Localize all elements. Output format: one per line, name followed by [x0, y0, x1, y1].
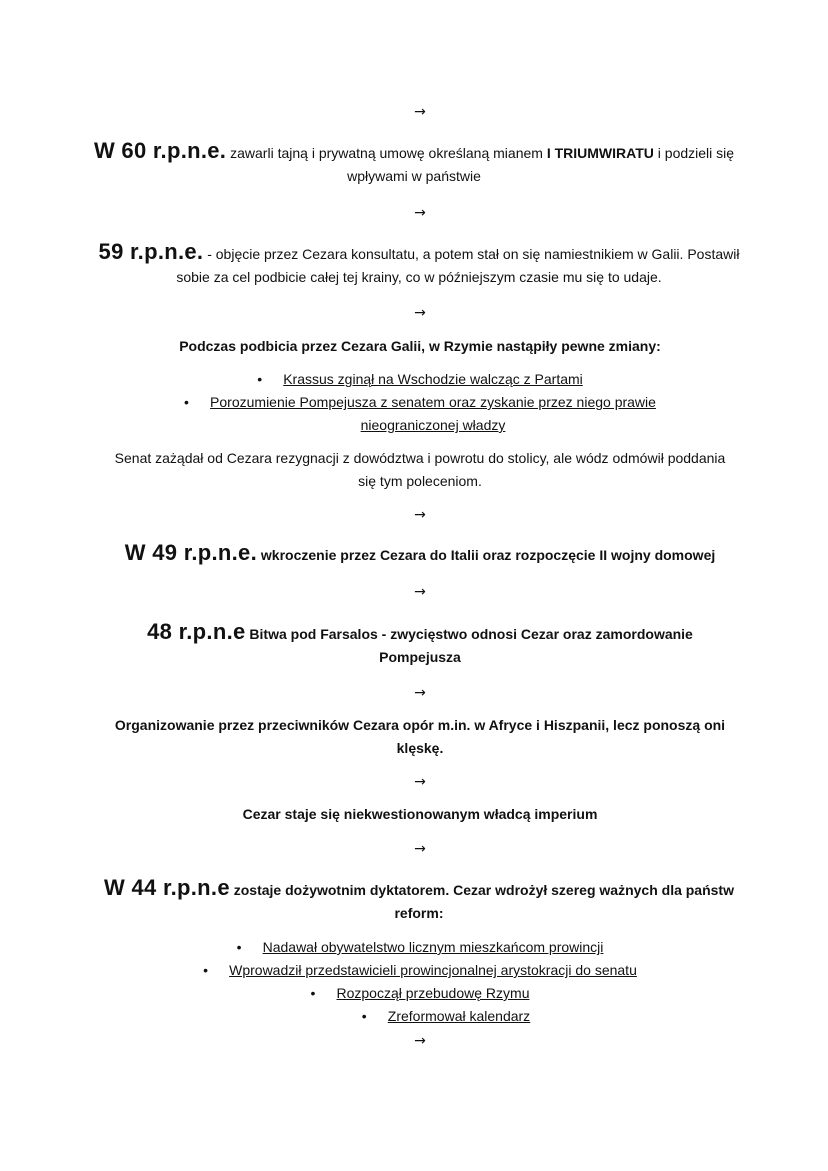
event-date: 48 r.p.n.e [147, 619, 246, 644]
list-item [60, 1005, 780, 1028]
event-text: wkroczenie przez Cezara do Italii oraz rozpoczęcie II wojny domowej [257, 547, 716, 563]
event-text: i podzieli się wpływami w państwie [347, 145, 735, 184]
senate-note: Senat zażądał od Cezara rezygnacji z dowództwa i powrotu do stolicy, ale wódz odmówił poddania się tym poleceniom. [114, 450, 726, 489]
event-text: zostaje dożywotnim dyktatorem. Cezar wdrożył szereg ważnych dla państw reform: [229, 882, 734, 921]
list-item-continuation [60, 414, 780, 437]
list-item [60, 368, 780, 391]
list-item-text: Zreformował kalendarz [387, 1008, 531, 1024]
gallic-changes-list [60, 368, 780, 437]
arrow-7: → [414, 774, 426, 790]
event-keyword: I TRIUMWIRATU [546, 145, 654, 161]
bullet-icon: • [203, 962, 209, 978]
gallic-changes-heading: Podczas podbicia przez Cezara Galii, w Rzymie nastąpiły pewne zmiany: [179, 338, 661, 354]
reforms-list [60, 936, 780, 1028]
arrow-1: → [414, 104, 426, 120]
event-text: - objęcie przez Cezara konsultatu, a potem stał on się namiestnikiem w Galii. Postawił sobie za cel podbicie całej tej krainy, co w późniejszym czasie mu się to udaje. [176, 246, 740, 285]
event-text: Bitwa pod Farsalos - zwycięstwo odnosi Cezar oraz zamordowanie Pompejusza [245, 626, 693, 665]
event-date: W 49 r.p.n.e. [124, 540, 258, 565]
arrow-6: → [414, 685, 426, 701]
event-text: zawarli tajną i prywatną umowę określaną mianem [226, 145, 547, 161]
list-item [60, 959, 780, 982]
arrow-5: → [414, 584, 426, 600]
bullet-icon: • [361, 1008, 367, 1024]
list-item [60, 391, 780, 414]
event-date: W 44 r.p.n.e [104, 875, 230, 900]
arrow-9: → [414, 1033, 426, 1049]
arrow-8: → [414, 841, 426, 857]
event-date: W 60 r.p.n.e. [93, 138, 227, 163]
opposition-event: Organizowanie przez przeciwników Cezara opór m.in. w Afryce i Hiszpanii, lecz ponoszą oni klęskę. [114, 717, 726, 756]
list-item-text: Rozpoczął przebudowę Rzymu [336, 985, 530, 1001]
list-item-text: Porozumienie Pompejusza z senatem oraz zyskanie przez niego prawie [210, 394, 656, 410]
list-item [60, 936, 780, 959]
event-49bc [60, 541, 780, 567]
bullet-icon: • [236, 939, 242, 955]
bullet-icon: • [310, 985, 316, 1001]
event-60bc [74, 139, 754, 188]
event-44bc [104, 876, 734, 925]
list-item-text: nieograniczonej władzy [360, 417, 506, 433]
list-item [60, 982, 780, 1005]
list-item-text: Krassus zginął na Wschodzie walcząc z Partami [283, 371, 583, 387]
arrow-2: → [414, 205, 426, 221]
arrow-4: → [414, 507, 426, 523]
event-48bc [120, 620, 720, 669]
list-item-text: Nadawał obywatelstwo licznym mieszkańcom prowincji [262, 939, 604, 955]
list-item-text: Wprowadził przedstawicieli prowincjonalnej arystokracji do senatu [229, 962, 637, 978]
bullet-icon: • [257, 371, 263, 387]
event-59bc [94, 240, 744, 289]
caesar-ruler: Cezar staje się niekwestionowanym władcą imperium [242, 806, 598, 822]
event-date: 59 r.p.n.e. [98, 239, 204, 264]
arrow-3: → [414, 305, 426, 321]
bullet-icon: • [184, 394, 189, 410]
